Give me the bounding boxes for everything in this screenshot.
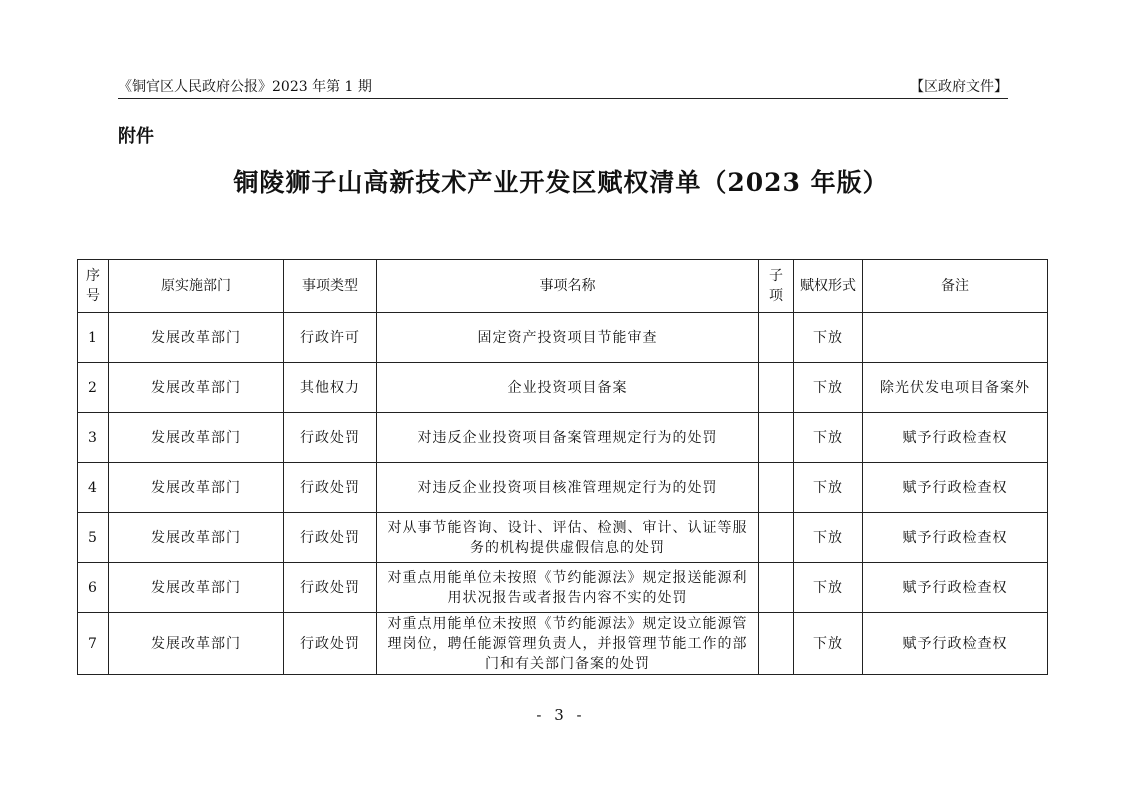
cell-type: 行政许可 xyxy=(284,313,377,363)
cell-type: 行政处罚 xyxy=(284,413,377,463)
cell-seq: 1 xyxy=(78,313,109,363)
cell-name: 对从事节能咨询、设计、评估、检测、审计、认证等服务的机构提供虚假信息的处罚 xyxy=(377,513,759,563)
cell-sub xyxy=(759,613,794,675)
attachment-label: 附件 xyxy=(118,126,154,147)
cell-sub xyxy=(759,463,794,513)
cell-sub xyxy=(759,563,794,613)
cell-seq: 7 xyxy=(78,613,109,675)
header-form: 赋权形式 xyxy=(794,260,863,313)
table-header-row xyxy=(78,260,1048,313)
cell-type: 其他权力 xyxy=(284,363,377,413)
cell-form: 下放 xyxy=(794,613,863,675)
cell-form: 下放 xyxy=(794,313,863,363)
bulletin-issue: 《铜官区人民政府公报》2023 年第 1 期 xyxy=(118,79,372,95)
cell-seq: 2 xyxy=(78,363,109,413)
cell-note xyxy=(863,313,1048,363)
table-row xyxy=(78,513,1048,563)
cell-dept: 发展改革部门 xyxy=(109,413,284,463)
cell-sub xyxy=(759,413,794,463)
cell-form: 下放 xyxy=(794,463,863,513)
cell-name: 固定资产投资项目节能审查 xyxy=(377,313,759,363)
header-note: 备注 xyxy=(863,260,1048,313)
header-dept: 原实施部门 xyxy=(109,260,284,313)
cell-name: 对违反企业投资项目备案管理规定行为的处罚 xyxy=(377,413,759,463)
cell-name: 对违反企业投资项目核准管理规定行为的处罚 xyxy=(377,463,759,513)
cell-name: 对重点用能单位未按照《节约能源法》规定设立能源管理岗位，聘任能源管理负责人，并报管理节能工作的部门和有关部门备案的处罚 xyxy=(377,613,759,675)
cell-type: 行政处罚 xyxy=(284,513,377,563)
table-row xyxy=(78,613,1048,675)
cell-dept: 发展改革部门 xyxy=(109,513,284,563)
cell-type: 行政处罚 xyxy=(284,563,377,613)
header-type: 事项类型 xyxy=(284,260,377,313)
table-row xyxy=(78,463,1048,513)
cell-seq: 6 xyxy=(78,563,109,613)
cell-note: 赋予行政检查权 xyxy=(863,413,1048,463)
cell-form: 下放 xyxy=(794,513,863,563)
cell-name: 对重点用能单位未按照《节约能源法》规定报送能源利用状况报告或者报告内容不实的处罚 xyxy=(377,563,759,613)
page-number: - 3 - xyxy=(536,706,586,724)
page-title: 铜陵狮子山高新技术产业开发区赋权清单（2023 年版） xyxy=(233,168,889,197)
cell-type: 行政处罚 xyxy=(284,463,377,513)
table-row xyxy=(78,363,1048,413)
cell-form: 下放 xyxy=(794,413,863,463)
cell-seq: 5 xyxy=(78,513,109,563)
header-seq: 序号 xyxy=(78,260,109,313)
cell-dept: 发展改革部门 xyxy=(109,463,284,513)
section-label: 【区政府文件】 xyxy=(910,79,1008,95)
document-header xyxy=(118,78,1008,99)
cell-dept: 发展改革部门 xyxy=(109,563,284,613)
cell-sub xyxy=(759,513,794,563)
cell-note: 赋予行政检查权 xyxy=(863,613,1048,675)
table-row xyxy=(78,413,1048,463)
cell-dept: 发展改革部门 xyxy=(109,313,284,363)
cell-seq: 3 xyxy=(78,413,109,463)
cell-note: 赋予行政检查权 xyxy=(863,463,1048,513)
cell-name: 企业投资项目备案 xyxy=(377,363,759,413)
cell-sub xyxy=(759,363,794,413)
cell-seq: 4 xyxy=(78,463,109,513)
authority-list-table xyxy=(77,259,1048,675)
cell-dept: 发展改革部门 xyxy=(109,613,284,675)
header-name: 事项名称 xyxy=(377,260,759,313)
cell-note: 除光伏发电项目备案外 xyxy=(863,363,1048,413)
table-row xyxy=(78,313,1048,363)
cell-form: 下放 xyxy=(794,363,863,413)
cell-dept: 发展改革部门 xyxy=(109,363,284,413)
header-sub: 子项 xyxy=(759,260,794,313)
cell-note: 赋予行政检查权 xyxy=(863,513,1048,563)
table-row xyxy=(78,563,1048,613)
cell-type: 行政处罚 xyxy=(284,613,377,675)
cell-form: 下放 xyxy=(794,563,863,613)
cell-note: 赋予行政检查权 xyxy=(863,563,1048,613)
cell-sub xyxy=(759,313,794,363)
